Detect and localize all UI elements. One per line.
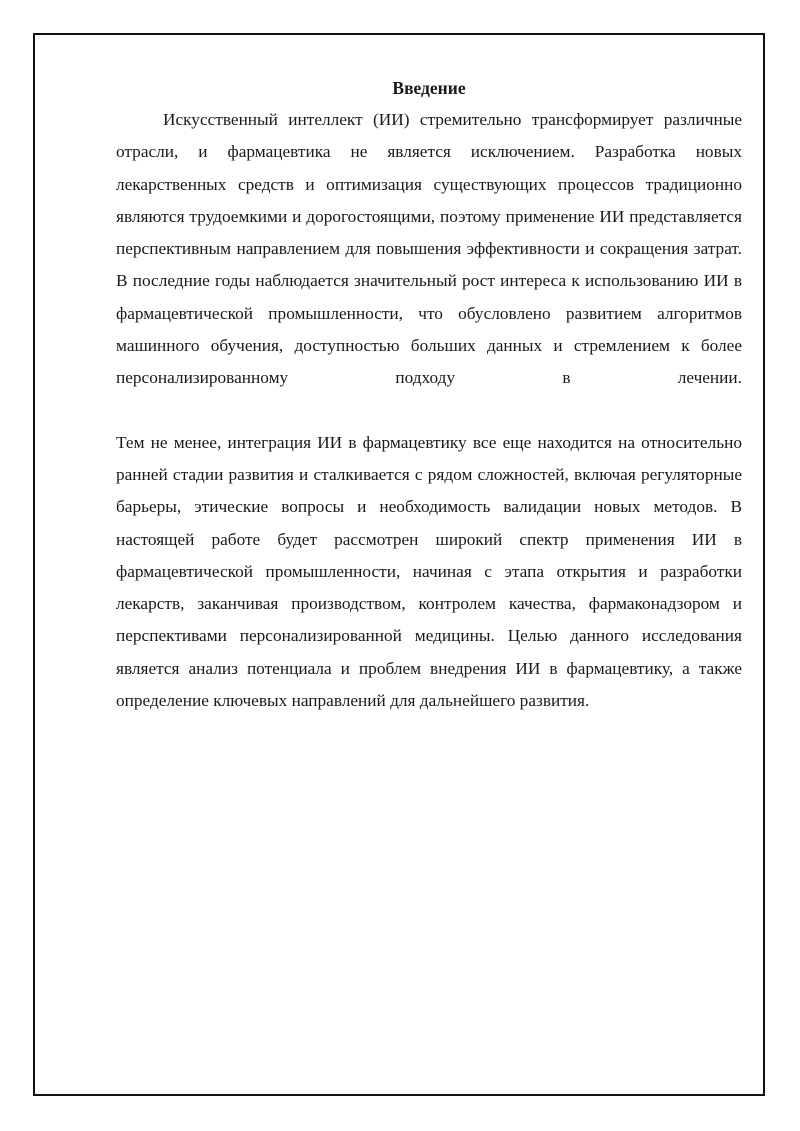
paragraph-challenges: Тем не менее, интеграция ИИ в фармацевтику все еще находится на относительно ранней стадии развития и сталкивается с рядом сложностей, включая регуляторные барьеры, этические вопросы и необходимость валидации новых методов. В настоящей работе будет рассмотрен широкий спектр применения ИИ в фармацевтической промышленности, начиная с этапа открытия и разработки лекарств, заканчивая производством, контролем качества, фармаконадзором и перспективами персонализированной медицины. Целью данного исследования является анализ потенциала и проблем внедрения ИИ в фармацевтику, а также определение ключевых направлений для дальнейшего развития. (116, 432, 742, 711)
section-heading: Введение (392, 78, 466, 98)
document-body (116, 76, 742, 717)
paragraph-introduction: Искусственный интеллект (ИИ) стремительно трансформирует различные отрасли, и фармацевтика не является исключением. Разработка новых лекарственных средств и оптимизация существующих процессов традиционно являются трудоемкими и дорогостоящими, поэтому применение ИИ представляется перспективным направлением для повышения эффективности и сокращения затрат. В последние годы наблюдается значительный рост интереса к использованию ИИ в фармацевтической промышленности, что обусловлено развитием алгоритмов машинного обучения, доступностью больших данных и стремлением к более персонализированному подходу в лечении. (116, 110, 742, 388)
paragraph-spacer (116, 395, 742, 427)
